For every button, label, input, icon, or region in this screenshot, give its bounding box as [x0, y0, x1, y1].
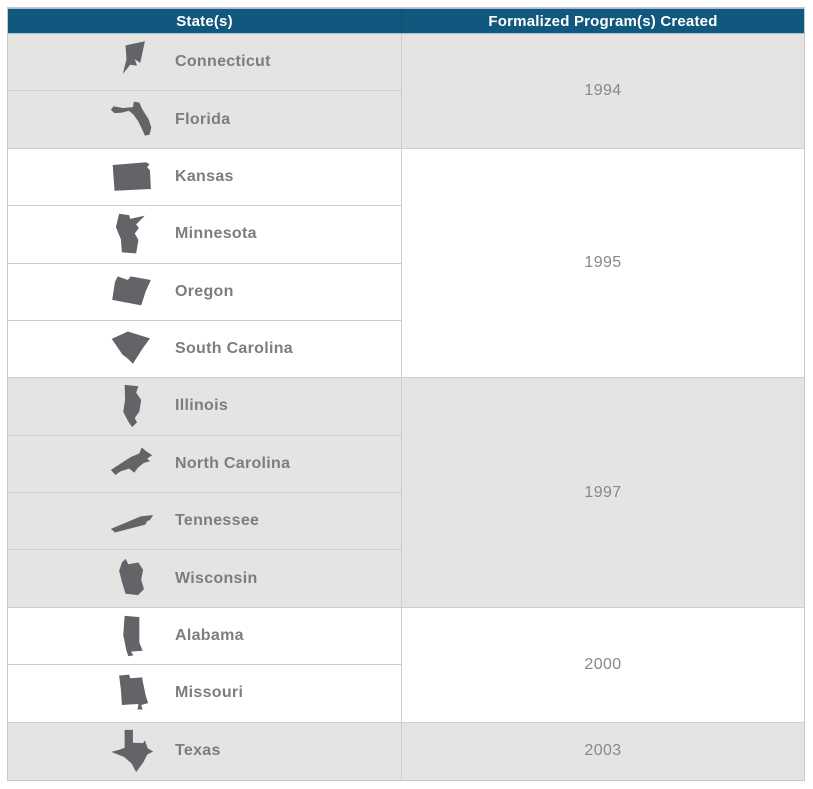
year-cell: 1994 [401, 34, 804, 149]
minnesota-map-icon [105, 211, 159, 257]
missouri-map-icon [105, 670, 159, 716]
state-row [8, 34, 401, 91]
state-label: Kansas [175, 167, 234, 185]
state-label: Connecticut [175, 53, 271, 71]
state-row [8, 723, 401, 780]
state-label: Florida [175, 110, 231, 128]
state-row [8, 493, 401, 550]
table-body [8, 34, 804, 780]
state-label: Alabama [175, 627, 244, 645]
state-row [8, 91, 401, 148]
year-cell: 1995 [401, 149, 804, 379]
state-label: Texas [175, 742, 221, 760]
column-header-programs-created: Formalized Program(s) Created [401, 9, 804, 33]
state-row [8, 149, 401, 206]
state-row [8, 665, 401, 722]
texas-map-icon [105, 728, 159, 774]
state-row [8, 608, 401, 665]
connecticut-map-icon [105, 39, 159, 85]
state-row [8, 321, 401, 378]
state-label: Wisconsin [175, 569, 258, 587]
kansas-map-icon [105, 154, 159, 200]
state-label: North Carolina [175, 454, 291, 472]
year-cell: 2003 [401, 723, 804, 780]
state-row [8, 550, 401, 607]
state-label: South Carolina [175, 340, 293, 358]
state-label: Missouri [175, 684, 244, 702]
north-carolina-map-icon [105, 441, 159, 487]
state-label: Oregon [175, 282, 234, 300]
florida-map-icon [105, 97, 159, 143]
tennessee-map-icon [105, 498, 159, 544]
state-label: Tennessee [175, 512, 260, 530]
state-label: Illinois [175, 397, 229, 415]
state-programs-table [7, 7, 805, 781]
alabama-map-icon [105, 613, 159, 659]
oregon-map-icon [105, 269, 159, 315]
wisconsin-map-icon [105, 556, 159, 602]
illinois-map-icon [105, 383, 159, 429]
year-cell: 2000 [401, 608, 804, 723]
state-row [8, 436, 401, 493]
year-cell: 1997 [401, 378, 804, 608]
state-label: Minnesota [175, 225, 257, 243]
table-header-row [8, 8, 804, 34]
south-carolina-map-icon [105, 326, 159, 372]
state-row [8, 264, 401, 321]
column-header-states: State(s) [176, 12, 233, 30]
state-row [8, 206, 401, 263]
state-row [8, 378, 401, 435]
